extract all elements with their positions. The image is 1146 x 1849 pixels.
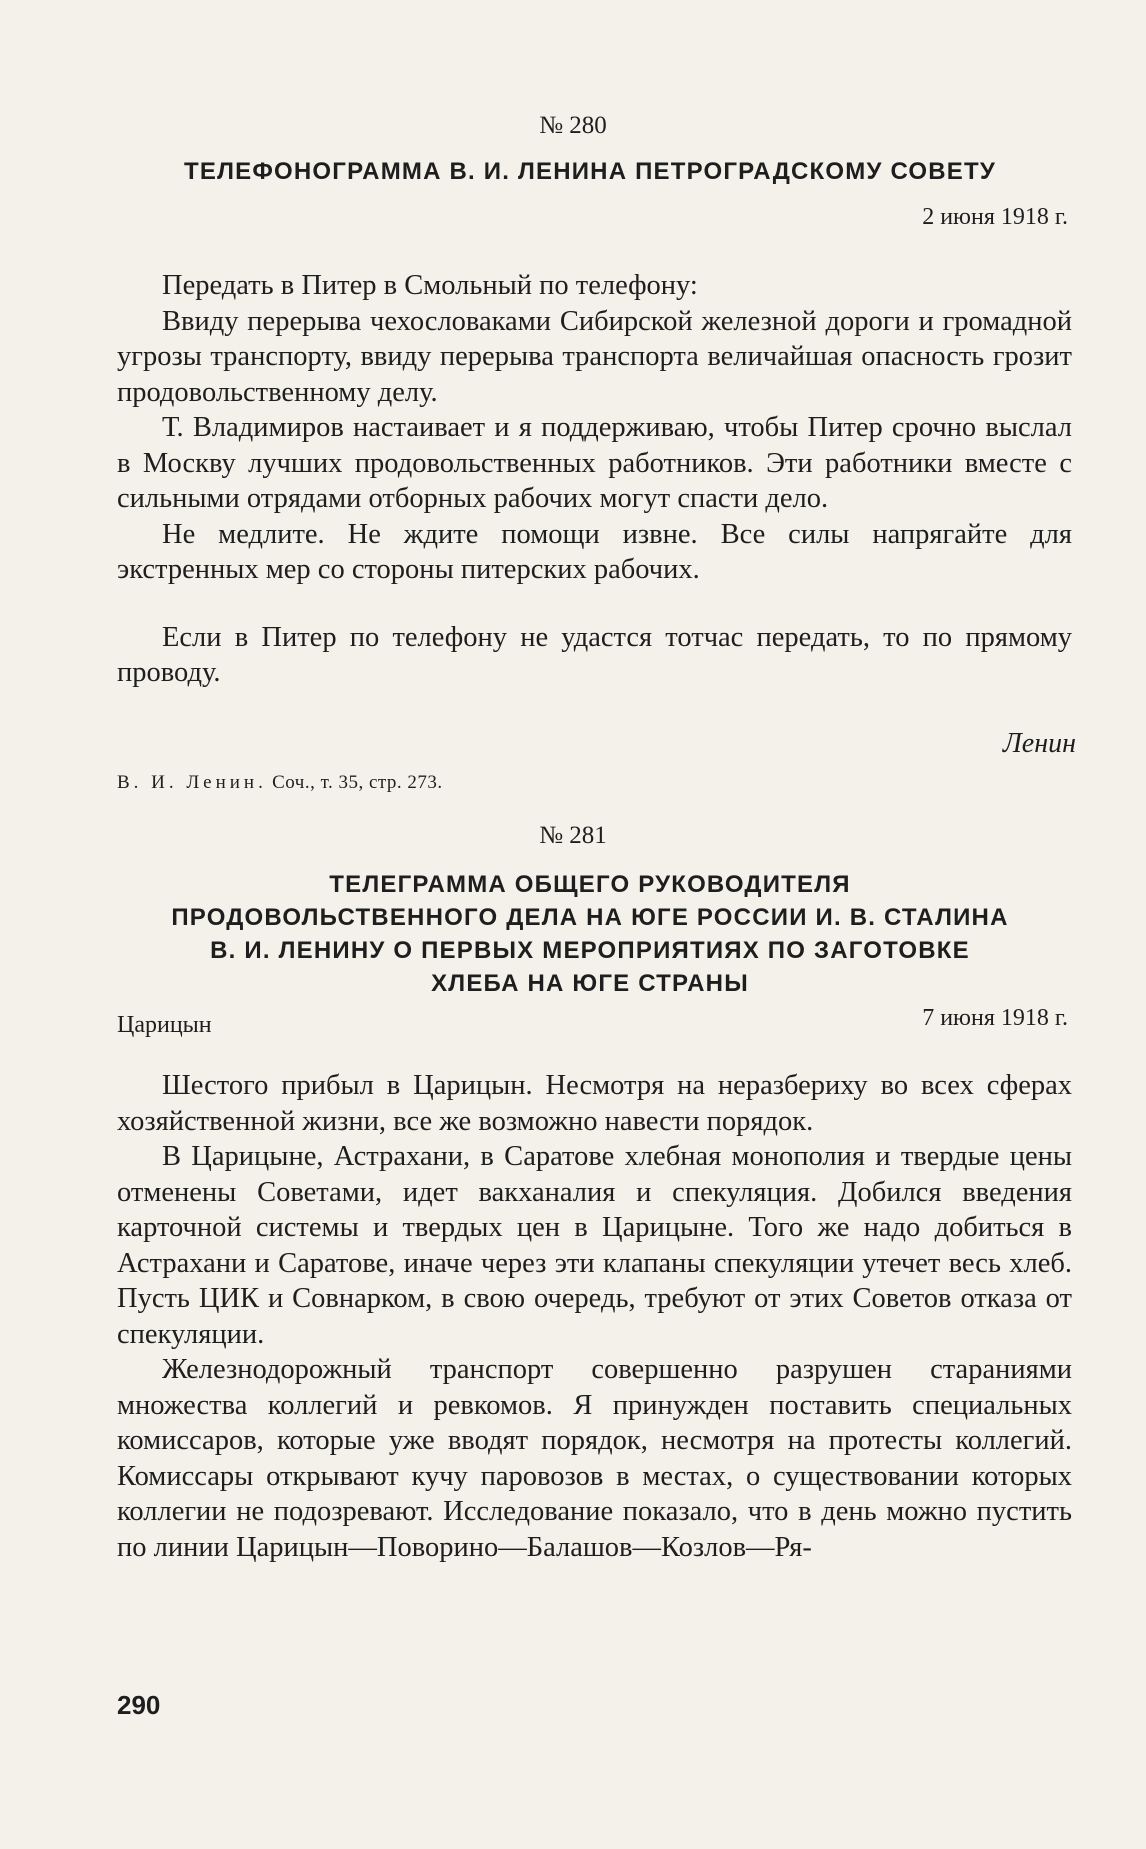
doc-281-paragraph: В Царицыне, Астрахани, в Саратове хлебная монополия и твердые цены отменены Советами, идет вакханалия и спекуляция. Добился введения карточной системы и твердых цен в Царицыне. Того же надо добиться в Астрахани и Саратове, иначе через эти клапаны спекуляции утечет весь хлеб. Пусть ЦИК и Совнарком, в свою очередь, требуют от этих Советов отказа от спекуляции.: [117, 1141, 1072, 1350]
doc-280-body: [117, 268, 1072, 691]
doc-281-title: [100, 868, 1080, 1000]
doc-281-date: 7 июня 1918 г.: [922, 1005, 1068, 1031]
doc-281-title-line: В. И. ЛЕНИНУ О ПЕРВЫХ МЕРОПРИЯТИЯХ ПО ЗАГОТОВКЕ: [210, 937, 970, 964]
doc-280-date: 2 июня 1918 г.: [922, 204, 1068, 230]
doc-280-paragraph: Ввиду перерыва чехословаками Сибирской железной дороги и громадной угрозы транспорту, ввиду перерыва транспорта величайшая опасность грозит продовольственному делу.: [117, 305, 1072, 408]
source-reference: Соч., т. 35, стр. 273.: [272, 772, 443, 793]
doc-280-paragraph: Если в Питер по телефону не удастся тотчас передать, то по прямому проводу.: [117, 621, 1072, 688]
doc-280-paragraph: Т. Владимиров настаивает и я поддерживаю, чтобы Питер срочно выслал в Москву лучших продовольственных работников. Эти работники вместе с сильными отрядами отборных рабочих могут спасти дело.: [117, 412, 1072, 514]
doc-281-paragraph: Железнодорожный транспорт совершенно разрушен стараниями множества коллегий и ревкомов. Я принужден поставить специальных комиссаров, которые уже вводят порядок, несмотря на протесты коллегий. Комиссары открывают кучу паровозов в местах, о существовании которых коллегии не подозревают. Исследование показало, что в день можно пустить по линии Царицын—Поворино—Балашов—Козлов—Ря-: [117, 1354, 1072, 1563]
doc-281-body: [117, 1068, 1072, 1565]
source-citation: [117, 772, 443, 794]
doc-280-paragraph: Не медлите. Не ждите помощи извне. Все силы напрягайте для экстренных мер со стороны питерских рабочих.: [117, 518, 1072, 585]
doc-281-title-line: ХЛЕБА НА ЮГЕ СТРАНЫ: [431, 970, 749, 997]
doc-281-title-line: ТЕЛЕГРАММА ОБЩЕГО РУКОВОДИТЕЛЯ: [329, 871, 851, 898]
doc-280-title: ТЕЛЕФОНОГРАММА В. И. ЛЕНИНА ПЕТРОГРАДСКОМУ СОВЕТУ: [184, 158, 996, 185]
page-number: 290: [117, 1690, 161, 1720]
doc-281-title-line: ПРОДОВОЛЬСТВЕННОГО ДЕЛА НА ЮГЕ РОССИИ И. В. СТАЛИНА: [171, 904, 1009, 931]
source-author: В. И. Ленин.: [117, 772, 267, 793]
doc-281-place: Царицын: [117, 1012, 212, 1038]
doc-281-number: № 281: [539, 822, 607, 849]
doc-280-number: № 280: [539, 112, 607, 139]
doc-281-paragraph: Шестого прибыл в Царицын. Несмотря на неразбериху во всех сферах хозяйственной жизни, все же возможно навести порядок.: [117, 1070, 1072, 1137]
signature: Ленин: [1002, 728, 1076, 759]
doc-280-paragraph: Передать в Питер в Смольный по телефону:: [162, 270, 698, 301]
